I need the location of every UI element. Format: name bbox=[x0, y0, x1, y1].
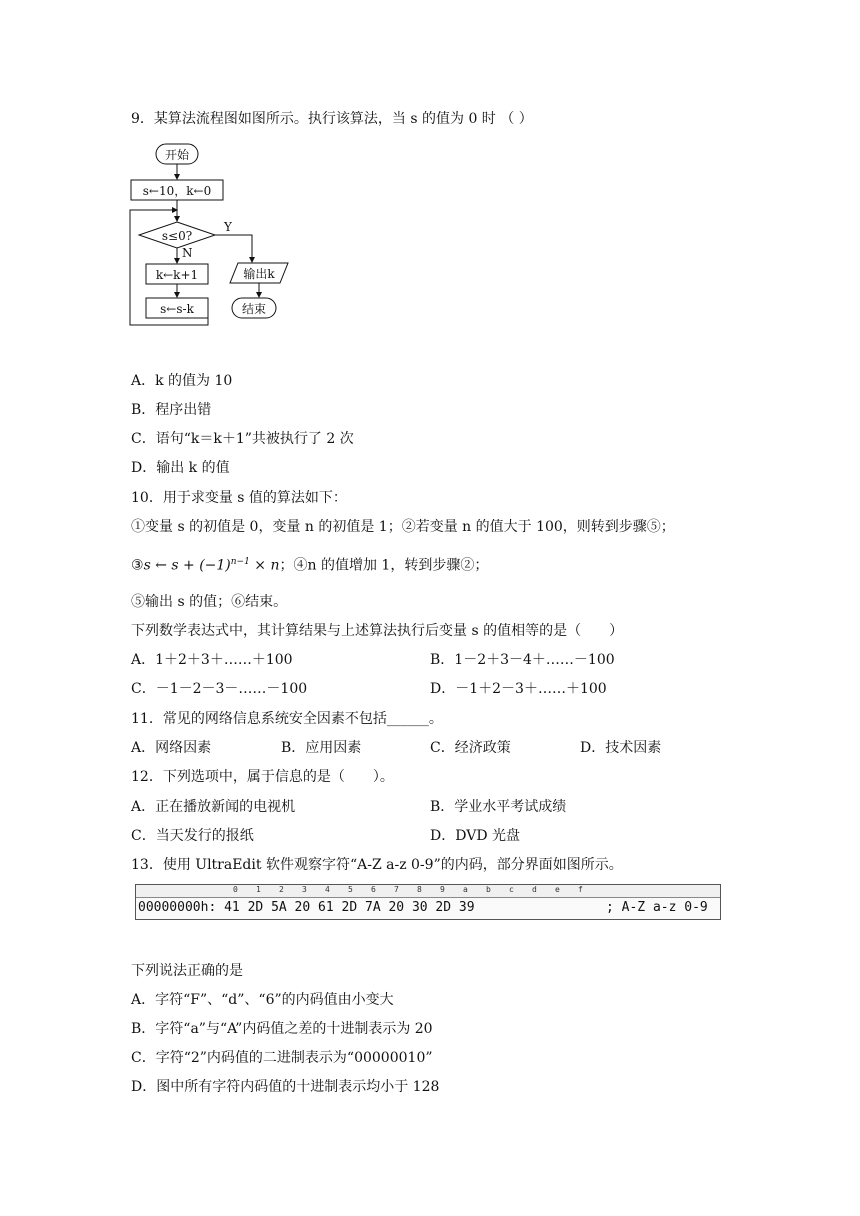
q13-option-d: D．图中所有字符内码值的十进制表示均小于 128 bbox=[131, 1079, 440, 1095]
q12-option-d: D．DVD 光盘 bbox=[430, 828, 520, 844]
start-label: 开始 bbox=[164, 148, 190, 162]
q9-option-c: C．语句“k＝k＋1”共被执行了 2 次 bbox=[131, 431, 354, 447]
ruler-tick: 7 bbox=[394, 885, 399, 894]
step1-label: k←k+1 bbox=[155, 268, 199, 282]
ruler-tick: 4 bbox=[325, 885, 330, 894]
q13-option-b: B．字符“a”与“A”内码值之差的十进制表示为 20 bbox=[131, 1021, 433, 1037]
no-label: N bbox=[182, 246, 193, 260]
hex-ascii: ; A-Z a-z 0-9 bbox=[606, 900, 708, 915]
hex-editor-view bbox=[135, 884, 721, 920]
ruler-tick: 2 bbox=[279, 885, 284, 894]
q10-option-c: C．－1－2－3－……－100 bbox=[131, 681, 308, 697]
hex-bytes: 41 2D 5A 20 61 2D 7A 20 30 2D 39 bbox=[224, 900, 475, 915]
init-label: s←10，k←0 bbox=[142, 184, 212, 198]
step3-rest: ；④n 的值增加 1，转到步骤②； bbox=[279, 557, 489, 574]
ruler-tick: e bbox=[555, 885, 560, 894]
q9-option-d: D．输出 k 的值 bbox=[131, 460, 230, 476]
flowchart bbox=[126, 140, 296, 330]
q9-option-b: B．程序出错 bbox=[131, 402, 212, 418]
q10-step-line2 bbox=[131, 553, 488, 575]
q11-option-a: A．网络因素 bbox=[131, 740, 212, 756]
ruler-tick: 6 bbox=[371, 885, 376, 894]
step3-formula-tail: × n bbox=[249, 557, 280, 574]
q10-option-d: D．－1＋2－3＋……＋100 bbox=[430, 681, 607, 697]
q13-stem: 13．使用 UltraEdit 软件观察字符“A-Z a-z 0-9”的内码，部分界面如图所示。 bbox=[131, 857, 623, 873]
ruler-tick: 9 bbox=[440, 885, 445, 894]
q10-question: 下列数学表达式中，其计算结果与上述算法执行后变量 s 的值相等的是（ ） bbox=[131, 623, 624, 639]
hex-ruler bbox=[136, 885, 720, 898]
ruler-tick: 1 bbox=[256, 885, 261, 894]
q10-step-line1: ①变量 s 的初值是 0，变量 n 的初值是 1；②若变量 n 的值大于 100，则转到步骤⑤； bbox=[131, 519, 675, 535]
hex-row bbox=[138, 900, 475, 916]
ruler-tick: c bbox=[509, 885, 514, 894]
q11-option-c: C．经济政策 bbox=[430, 740, 511, 756]
q13-question: 下列说法正确的是 bbox=[131, 963, 243, 979]
q10-step-line3: ⑤输出 s 的值；⑥结束。 bbox=[131, 594, 288, 610]
q10-stem: 10．用于求变量 s 值的算法如下： bbox=[131, 490, 347, 506]
q9-stem: 9．某算法流程图如图所示。执行该算法，当 s 的值为 0 时 （ ） bbox=[131, 111, 533, 127]
end-label: 结束 bbox=[241, 302, 267, 316]
q13-option-c: C．字符“2”内码值的二进制表示为“00000010” bbox=[131, 1050, 433, 1066]
decision-label: s≤0? bbox=[161, 229, 193, 243]
q9-option-a: A．k 的值为 10 bbox=[131, 373, 233, 389]
ruler-tick: a bbox=[463, 885, 468, 894]
ruler-tick: d bbox=[532, 885, 537, 894]
ruler-tick: f bbox=[578, 885, 583, 894]
q12-option-a: A．正在播放新闻的电视机 bbox=[131, 799, 296, 815]
ruler-tick: b bbox=[486, 885, 491, 894]
q10-option-a: A．1＋2＋3＋……＋100 bbox=[131, 652, 293, 668]
step3-exponent: n−1 bbox=[230, 557, 250, 567]
ruler-tick: 3 bbox=[302, 885, 307, 894]
step3-formula: s ← s + (−1) bbox=[143, 557, 231, 574]
hex-address: 00000000h: bbox=[138, 900, 217, 915]
q12-option-c: C．当天发行的报纸 bbox=[131, 828, 254, 844]
ruler-tick: 8 bbox=[417, 885, 422, 894]
q11-option-b: B．应用因素 bbox=[281, 740, 362, 756]
q13-option-a: A．字符“F”、“d”、“6”的内码值由小变大 bbox=[131, 992, 394, 1008]
yes-label: Y bbox=[224, 220, 232, 234]
q11-option-d: D．技术因素 bbox=[580, 740, 662, 756]
step2-label: s←s-k bbox=[160, 302, 194, 316]
q12-option-b: B．学业水平考试成绩 bbox=[430, 799, 567, 815]
ruler-tick: 0 bbox=[233, 885, 238, 894]
output-label: 输出k bbox=[243, 267, 275, 281]
q10-option-b: B．1－2＋3－4＋……－100 bbox=[430, 652, 615, 668]
q11-stem: 11．常见的网络信息系统安全因素不包括______。 bbox=[131, 711, 443, 727]
q12-stem: 12．下列选项中，属于信息的是（ ）。 bbox=[131, 769, 394, 785]
step3-marker: ③ bbox=[131, 557, 144, 574]
ruler-tick: 5 bbox=[348, 885, 353, 894]
